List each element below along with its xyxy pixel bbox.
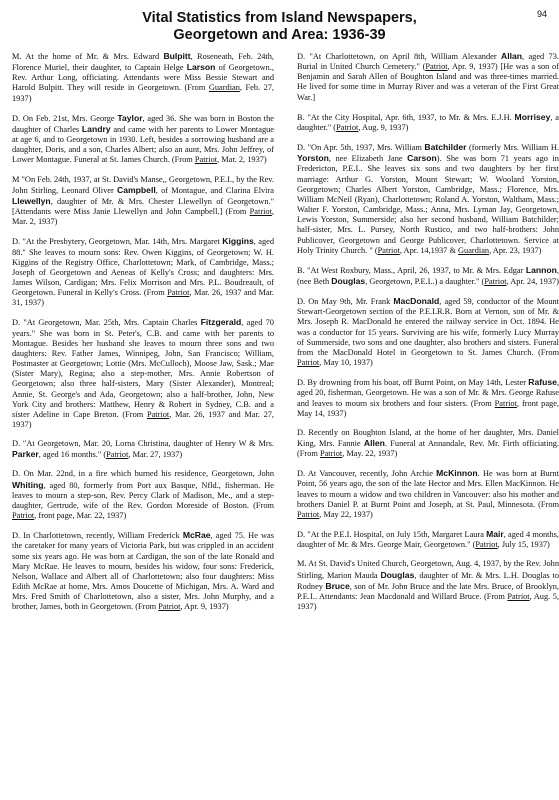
surname: Allen [363,438,385,448]
entry-text: M "On Feb. 24th, 1937, at St. David's Manse,, Georgetown, P.E.I., by the Rev. John Stirling, Leonard Oliver [12,174,274,195]
entry-text: and came with her parents to Lower Montague at age 6, and to Georgetown in 1930. Left, besides a sorrowing husband are a daughter, Doris, and a son, Charles Albert; also an aunt, Mrs. John Jeffrey, of Lower Montague. Funeral at St. James Church. (From [12,124,275,165]
entry-text: of Georgetown., Rev. Arthur Long, officiating. Attendants were Miss Bessie Stewart and Harold Bulpitt. They will reside in Georgetown. (From [12,63,274,93]
source-name: Patriot [167,288,190,298]
entry-text: , Apr. 23, 1937) [489,245,542,255]
record-entry [12,317,274,430]
entry-text: , Mar. 2, 1937) [12,207,274,227]
surname: Morrisey [514,111,551,122]
entry-text: , Apr. 9, 1937) [180,602,229,612]
source-name: Patriot [319,449,343,459]
surname: Larson [186,62,216,73]
entry-text: , Georgetown, P.E.I..) a daughter." ( [365,276,485,286]
entry-text: , Apr. 24, 1937) [506,276,559,286]
record-entry [297,428,559,459]
entry-text: , nee Elizabeth Jane [328,154,408,164]
left-column [12,51,274,622]
entry-text: B. "At West Roxbury, Mass., April, 26, 1937, to Mr. & Mrs. Edgar [297,265,526,275]
source-name: Guardian [208,83,240,93]
surname: McRae [182,530,211,541]
source-name: Patriot [507,591,530,601]
surname: Fitzgerald [200,317,242,328]
surname: Landry [81,123,111,134]
entry-text: , aged 4 months, daughter of Mr. & Mrs. George Mair, Georgetown." ( [297,530,559,550]
surname: Rafuse [528,377,557,388]
source-name: Patriot [194,155,218,165]
source-name: Patriot [146,409,170,419]
source-name: Patriot [297,358,320,368]
entry-text: , a daughter." ( [297,112,559,132]
entry-text: , May 10, 1937) [319,358,373,368]
entry-text: (formerly Mrs. William H. [466,143,559,153]
entry-text: , aged 73. Burial in United Church Cemetery." ( [297,52,559,72]
entry-text: , aged 16 months." ( [38,450,107,460]
entry-text: D. "At the P.E.I. Hospital, on July 15th, Margaret Laura [297,530,487,540]
record-entry [12,530,274,612]
entry-text: , Roseneath, Feb. 24th, Florence Muriel, their daughter, to Captain Helge [12,52,274,73]
entry-text: , daughter of Mr. & Mrs. Chester Llewellyn of Georgetown." [Attendants were Miss Janie Llewellyn and John Campbell.] (From [12,196,274,217]
entry-text: D. In Charlottetown, recently, William Frederick [12,531,183,541]
surname: Bulpitt [163,51,191,61]
record-entry [12,113,274,166]
surname: MacDonald [393,296,440,307]
entry-text: D. "At Georgetown, Mar. 20, Lorna Christina, daughter of Henry W & Mrs. [12,439,274,449]
entry-text: , (nee Beth [297,265,559,286]
entry-text: D. "At the Presbytery, Georgetown, Mar. 14th, Mrs. Margaret [12,237,223,247]
entry-text: , aged 59, conductor of the Mount Stewart-Georgetown section of the P.E.I.R.R. Born at Vernon, son of Mr. & Mrs. Joseph R. MacDonald he entered the railway service in Oct. 1894. He was a conductor for 15 years. Surviving are his wife, formerly Lucy Murray of Summerside, two sons and one daughter, also brothers and sisters. Funeral from the MacDonald Hotel in Georgetown to St. James Church. (From [297,297,559,357]
entry-text: , son of Mr. John Bruce and the late Mrs. Bruce, of Brooklyn, P.E.I.. Attendants: Jean Macdonald and Willard Bruce. (From [297,581,559,601]
entry-text: , daughter of Mr. & Mrs. L.H. Douglas to Rodney [297,570,559,591]
entry-text: , Mar. 26, 1937 and Mar. 31, 1937) [12,288,274,308]
entry-text: , Mar. 2, 1937) [217,155,267,165]
record-entry [297,468,559,520]
source-name: Patriot [425,62,448,72]
surname: Campbell [117,184,156,195]
entry-text: , Feb. 27, 1937) [12,83,275,103]
entry-text: M. At the home of Mr. & Mrs. Edward [12,52,164,61]
page-title [0,10,559,44]
entry-text: , Mar. 26, 1937 and Mar. 27, 1937) [12,409,274,429]
page-number: 94 [536,9,547,19]
entry-text: D. "At Charlottetown, on April 8th, William Alexander [297,52,501,61]
surname: Douglas [331,275,366,286]
entry-text: , Aug. 5, 1937) [297,591,559,612]
surname: Douglas [380,569,415,580]
entry-text: , of Montague, and Clarina Elvira [155,185,274,195]
surname: Taylor [117,112,143,123]
record-entry [12,175,274,228]
surname: Batchilder [424,142,467,153]
entry-text: , front page, May 14, 1937) [297,398,559,418]
entry-text: D. "At Georgetown, Mar. 25th, Mrs. Captain Charles [12,318,201,328]
surname: Yorston [297,153,329,164]
surname: Kiggins [222,236,254,247]
entry-text: D. On Feb. 21st, Mrs. George [12,113,118,123]
source-name: Patriot [475,540,498,550]
source-name: Patriot [377,245,400,255]
entry-text: , May. 22, 1937) [342,449,398,459]
record-entry [297,142,559,256]
source-name: Patriot [297,509,320,519]
record-entry [297,112,559,133]
entry-text: , aged 75. He was the caretaker for many years of Victoria Park, but was crippled in an accident some six years ago. He was born at Cardigan, the son of the late Ronald and Mary McRae. He leaves to mourn, besides his widow, four sons: Frederick, Nelson, Wallace and Albert all of Charlottetown; also four daughters: Miss Edith McRae at home, Mrs. Amos Doucette of Michigan, Mrs. A. Ward and Mrs. Fred Smith of Charlottetown, also a sister, Mrs. John Murphy, and a brother, James, both in Georgetown. (From [12,531,274,612]
right-column [297,51,559,621]
entry-text: D. Recently on Boughton Island, at the home of her daughter, Mrs. Daniel King, Mrs. Fannie [297,427,559,448]
record-entry [297,265,559,287]
surname: Bruce [325,580,350,591]
entry-text: , May 22, 1937) [319,509,373,519]
entry-text: . He was born at Burnt Point, 56 years ago, the son of the late Hector and Mrs. Ellen MacKinnon. He leaves to mourn a widow and two children in Vancouver: also his mother and brothers Daniel P. at Burnt Point and Joseph, at St. Paul, Minnesota. (From [297,469,559,509]
record-entry [12,236,274,308]
record-entry [297,559,559,612]
source-name: Guardian [458,245,490,255]
entry-text: , Mar. 27, 1937) [128,450,183,460]
entry-text: , Apr. 14,1937 & [399,245,459,255]
source-name: Patriot [484,276,507,286]
entry-text: , Aug. 9, 1937) [358,122,409,132]
record-entry [297,51,559,103]
record-entry [12,439,274,460]
entry-text: D. "On Apr. 5th, 1937, Mrs. William [297,143,425,153]
entry-text: D. At Vancouver, recently, John Archie [297,469,437,479]
entry-text: M. At St. David's United Church, Georgetown, Aug. 4, 1937, by the Rev. John Stirling, Marion Mauda [297,559,559,580]
entry-text: D. On May 9th, Mr. Frank [297,297,394,307]
source-name: Patriot [106,450,129,460]
surname: Parker [12,449,39,460]
surname: Mair [486,529,504,540]
surname: Whiting [12,479,44,490]
surname: McKinnon [436,468,478,479]
entry-text: , aged 20, fisherman, Georgetown. He was a son of Mr. & Mrs. George Rafuse and leaves to mourn six brothers and four sisters. (From [297,378,559,408]
source-name: Patriot [336,122,359,132]
entry-text: , aged 80, formerly from Port aux Basque, Nfld., fisherman. He leaves to mourn a step-son, Rev. Percy Clark of Madison, Me., and a step-daughter, Gertrude, wife of the Rev. Gordon Moreside of Boston. (From [12,480,274,510]
record-entry [297,529,559,550]
entry-text: B. "At the City Hospital, Apr. 6th, 1937, to Mr. & Mrs. E.J.H. [297,112,515,122]
source-name: Patriot [494,398,517,408]
entry-text: , Apr. 9, 1937) [He was a son of Benjamin and Sarah Allen of Boughton Island and was three-times married. He lived for some time in Murray River and was a veteran of the First Great War.] [297,62,559,102]
source-name: Patriot [158,602,181,612]
surname: Llewellyn [12,195,51,206]
surname: Lannon [525,264,557,275]
entry-text: , aged 70 years." She was born in St. Peter's, C.B. and came with her parents to Montague. Besides her husband she leaves to mourn three sons and two daughters: Rev. Father James, Winnipeg, John, San Francisco; William, Postmaster at Georgetown; Lottie (Mrs. McCulloch), Moose Jaw, Sask.; Mae (Sister Mary), Regina; also a step-mother, Mrs. Annie Robertson of Georgetown; also three half-sisters, Mary (Sister Alexander), Montreal; Annie, St. George's and Ada, Georgetown; also a half-brother, John, New York City and brothers: Matthew, Henry & Robert in Sydney, C.B. and a sister Adeline in Cape Breton. (From [12,318,274,419]
entry-text: , front page, Mar. 22, 1937) [34,511,127,521]
entry-text: ). She was born 71 years ago in Fredericton, P.E.I.. She leaves six sons and two daughters by her first marriage: Arthur G. Yorston, Mount Stewart; W. Woolard Yorston, Georgetown; Charles Albert Yorston, Cambridge, Mass.; Florence, Mrs. William McNeil (Ryan), Charlottetown; Roland A. Yorston, Waltham, Mass.; Walter F. Yorston, Cambridge, Mass.; Anna, Mrs. Lyman Jay, Georgetown, Lewis Yorston, Summerside; also her second husband, William Batchilder; half-sister, Mrs. L. Pursey, North Rustico, and two half-brothers: John Publicover, Georgetown and George Publicover, Charlottetown. Service at Holy Trinity Church. " ( [297,154,559,255]
source-name: Patriot [249,207,272,217]
record-entry [297,377,559,419]
entry-text: , July 15, 1937) [497,540,550,550]
entry-text: D. On Mar. 22nd, in a fire which burned his residence, Georgetown, John [12,469,274,479]
entry-text: . Funeral at Annandale, Rev. Mr. Firth officiating. (From [297,439,559,459]
record-entry [297,296,559,368]
record-entry [12,51,274,104]
surname: Carson [407,153,437,164]
entry-text: , aged 88." She leaves to mourn sons: Rev. Owen Kiggins, of Georgetown; W. H. Kiggins of the Registry Office, Charlottetown; Mark, of Cambridge, Mass.; Joseph of Georgetown and Aeneas of Kelly's Cross; and daughters: Mrs. James Wilson, Cardigan; Mrs. Felix Morrison and Mrs. P.L. Boudreault, of Georgetown. Funeral in Kelly's Cross. (From [12,237,274,298]
record-entry [12,469,274,521]
title-line-1: Vital Statistics from Island Newspapers, [142,10,417,26]
entry-text: , aged 36. She was born in Boston the daughter of Charles [12,113,274,134]
source-name: Patriot [12,511,35,521]
surname: Allan [500,51,522,61]
title-line-2: Georgetown and Area: 1936-39 [173,27,386,43]
entry-text: D. By drowning from his boat, off Burnt Point, on May 14th, Lester [297,378,529,388]
